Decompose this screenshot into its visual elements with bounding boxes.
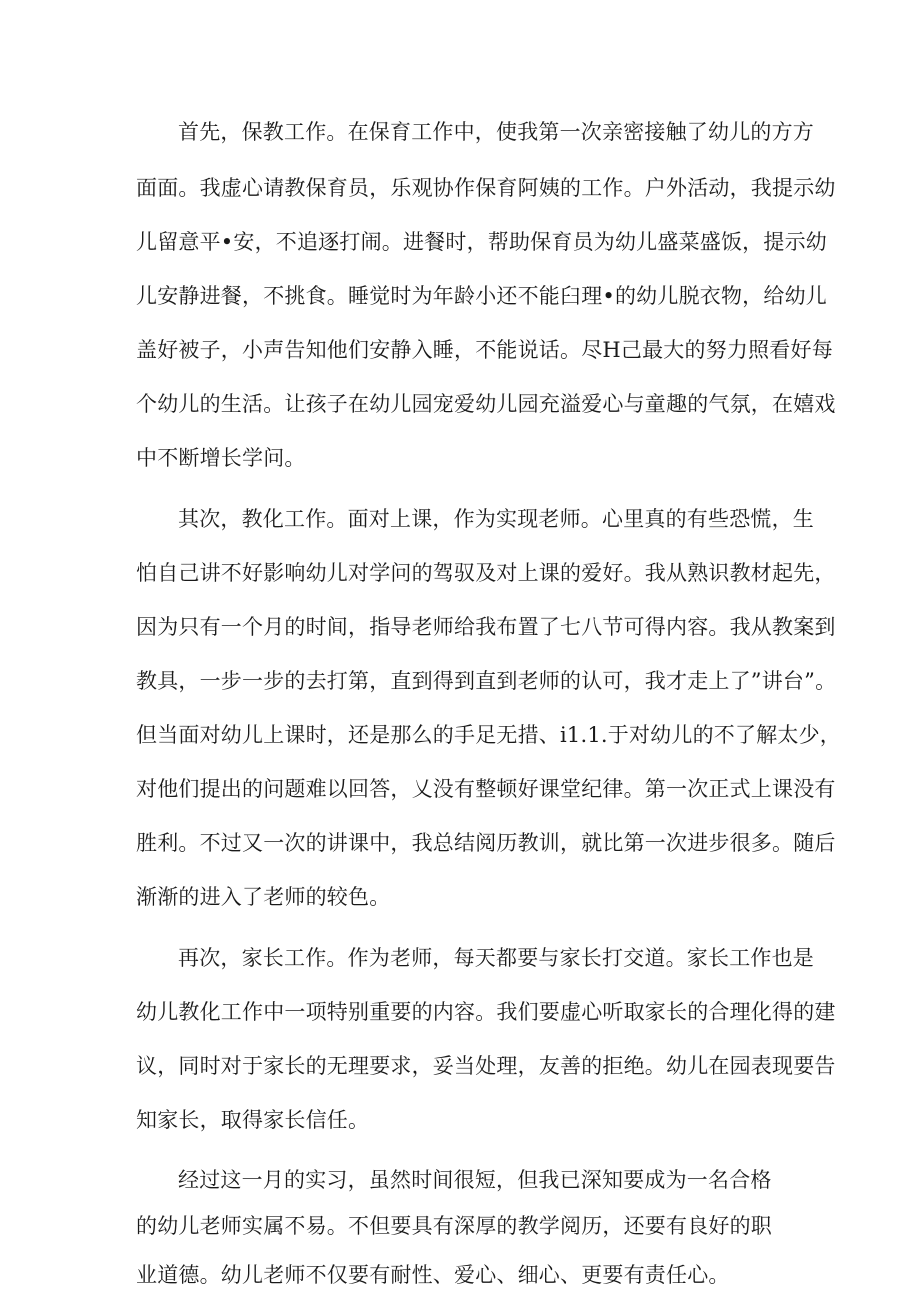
paragraph-2-line-8: 渐渐的进入了老师的较色。: [136, 885, 391, 909]
paragraph-2-line-2: 怕自己讲不好影响幼儿对学问的驾驭及对上课的爱好。我从熟识教材起先，: [136, 561, 836, 585]
paragraph-2-line-3: 因为只有一个月的时间，指导老师给我布置了七八节可得内容。我从教案到: [136, 615, 836, 639]
paragraph-4-line-1: 经过这一月的实习，虽然时间很短，但我已深知要成为一名合格: [178, 1168, 772, 1192]
paragraph-3-line-3: 议，同时对于家长的无理要求，妥当处理，友善的拒绝。幼儿在园表现要告: [136, 1054, 836, 1078]
paragraph-3-line-1: 再次，家长工作。作为老师，每天都要与家长打交道。家长工作也是: [178, 946, 814, 970]
paragraph-3-line-4: 知家长，取得家长信任。: [136, 1108, 370, 1132]
paragraph-1-line-6: 个幼儿的生活。让孩子在幼儿园宠爱幼儿园充溢爱心与童趣的气氛，在嬉戏: [136, 392, 836, 416]
paragraph-4-line-3: 业道德。幼儿老师不仅要有耐性、爱心、细心、更要有责任心。: [136, 1263, 730, 1287]
paragraph-1-line-2: 面面。我虚心请教保育员，乐观协作保育阿姨的工作。户外活动，我提示幼: [136, 176, 836, 200]
paragraph-2-line-6: 对他们提出的问题难以回答，乂没有整顿好课堂纪律。第一次正式上课没有: [136, 777, 836, 801]
paragraph-4-line-2: 的幼儿老师实属不易。不但要具有深厚的教学阅历，还要有良好的职: [136, 1214, 772, 1238]
paragraph-2-line-7: 胜利。不过又一次的讲课中，我总结阅历教训，就比第一次进步很多。随后: [136, 831, 836, 855]
paragraph-1-line-7: 中不断增长学问。: [136, 446, 306, 470]
paragraph-1-line-4: 儿安静进餐，不挑食。睡觉时为年龄小还不能臼理•的幼儿脱衣物，给幼儿: [136, 284, 827, 308]
paragraph-1-line-1: 首先，保教工作。在保育工作中，使我第一次亲密接触了幼儿的方方: [178, 120, 814, 144]
paragraph-2-line-5: 但当面对幼儿上课时，还是那么的手足无措、i1.1.于对幼儿的不了解太少，: [136, 723, 841, 747]
paragraph-1-line-5: 盖好被子，小声告知他们安静入睡，不能说话。尽H己最大的努力照看好每: [136, 338, 833, 362]
paragraph-3-line-2: 幼儿教化工作中一项特别重要的内容。我们要虚心听取家长的合理化得的建: [136, 1000, 836, 1024]
paragraph-1-line-3: 儿留意平•安，不追逐打闹。进餐时，帮助保育员为幼儿盛菜盛饭，提示幼: [136, 230, 827, 254]
paragraph-2-line-4: 教具，一步一步的去打第，直到得到直到老师的认可，我才走上了”讲台”。: [136, 669, 837, 693]
paragraph-2-line-1: 其次，教化工作。面对上课，作为实现老师。心里真的有些恐慌，生: [178, 507, 814, 531]
